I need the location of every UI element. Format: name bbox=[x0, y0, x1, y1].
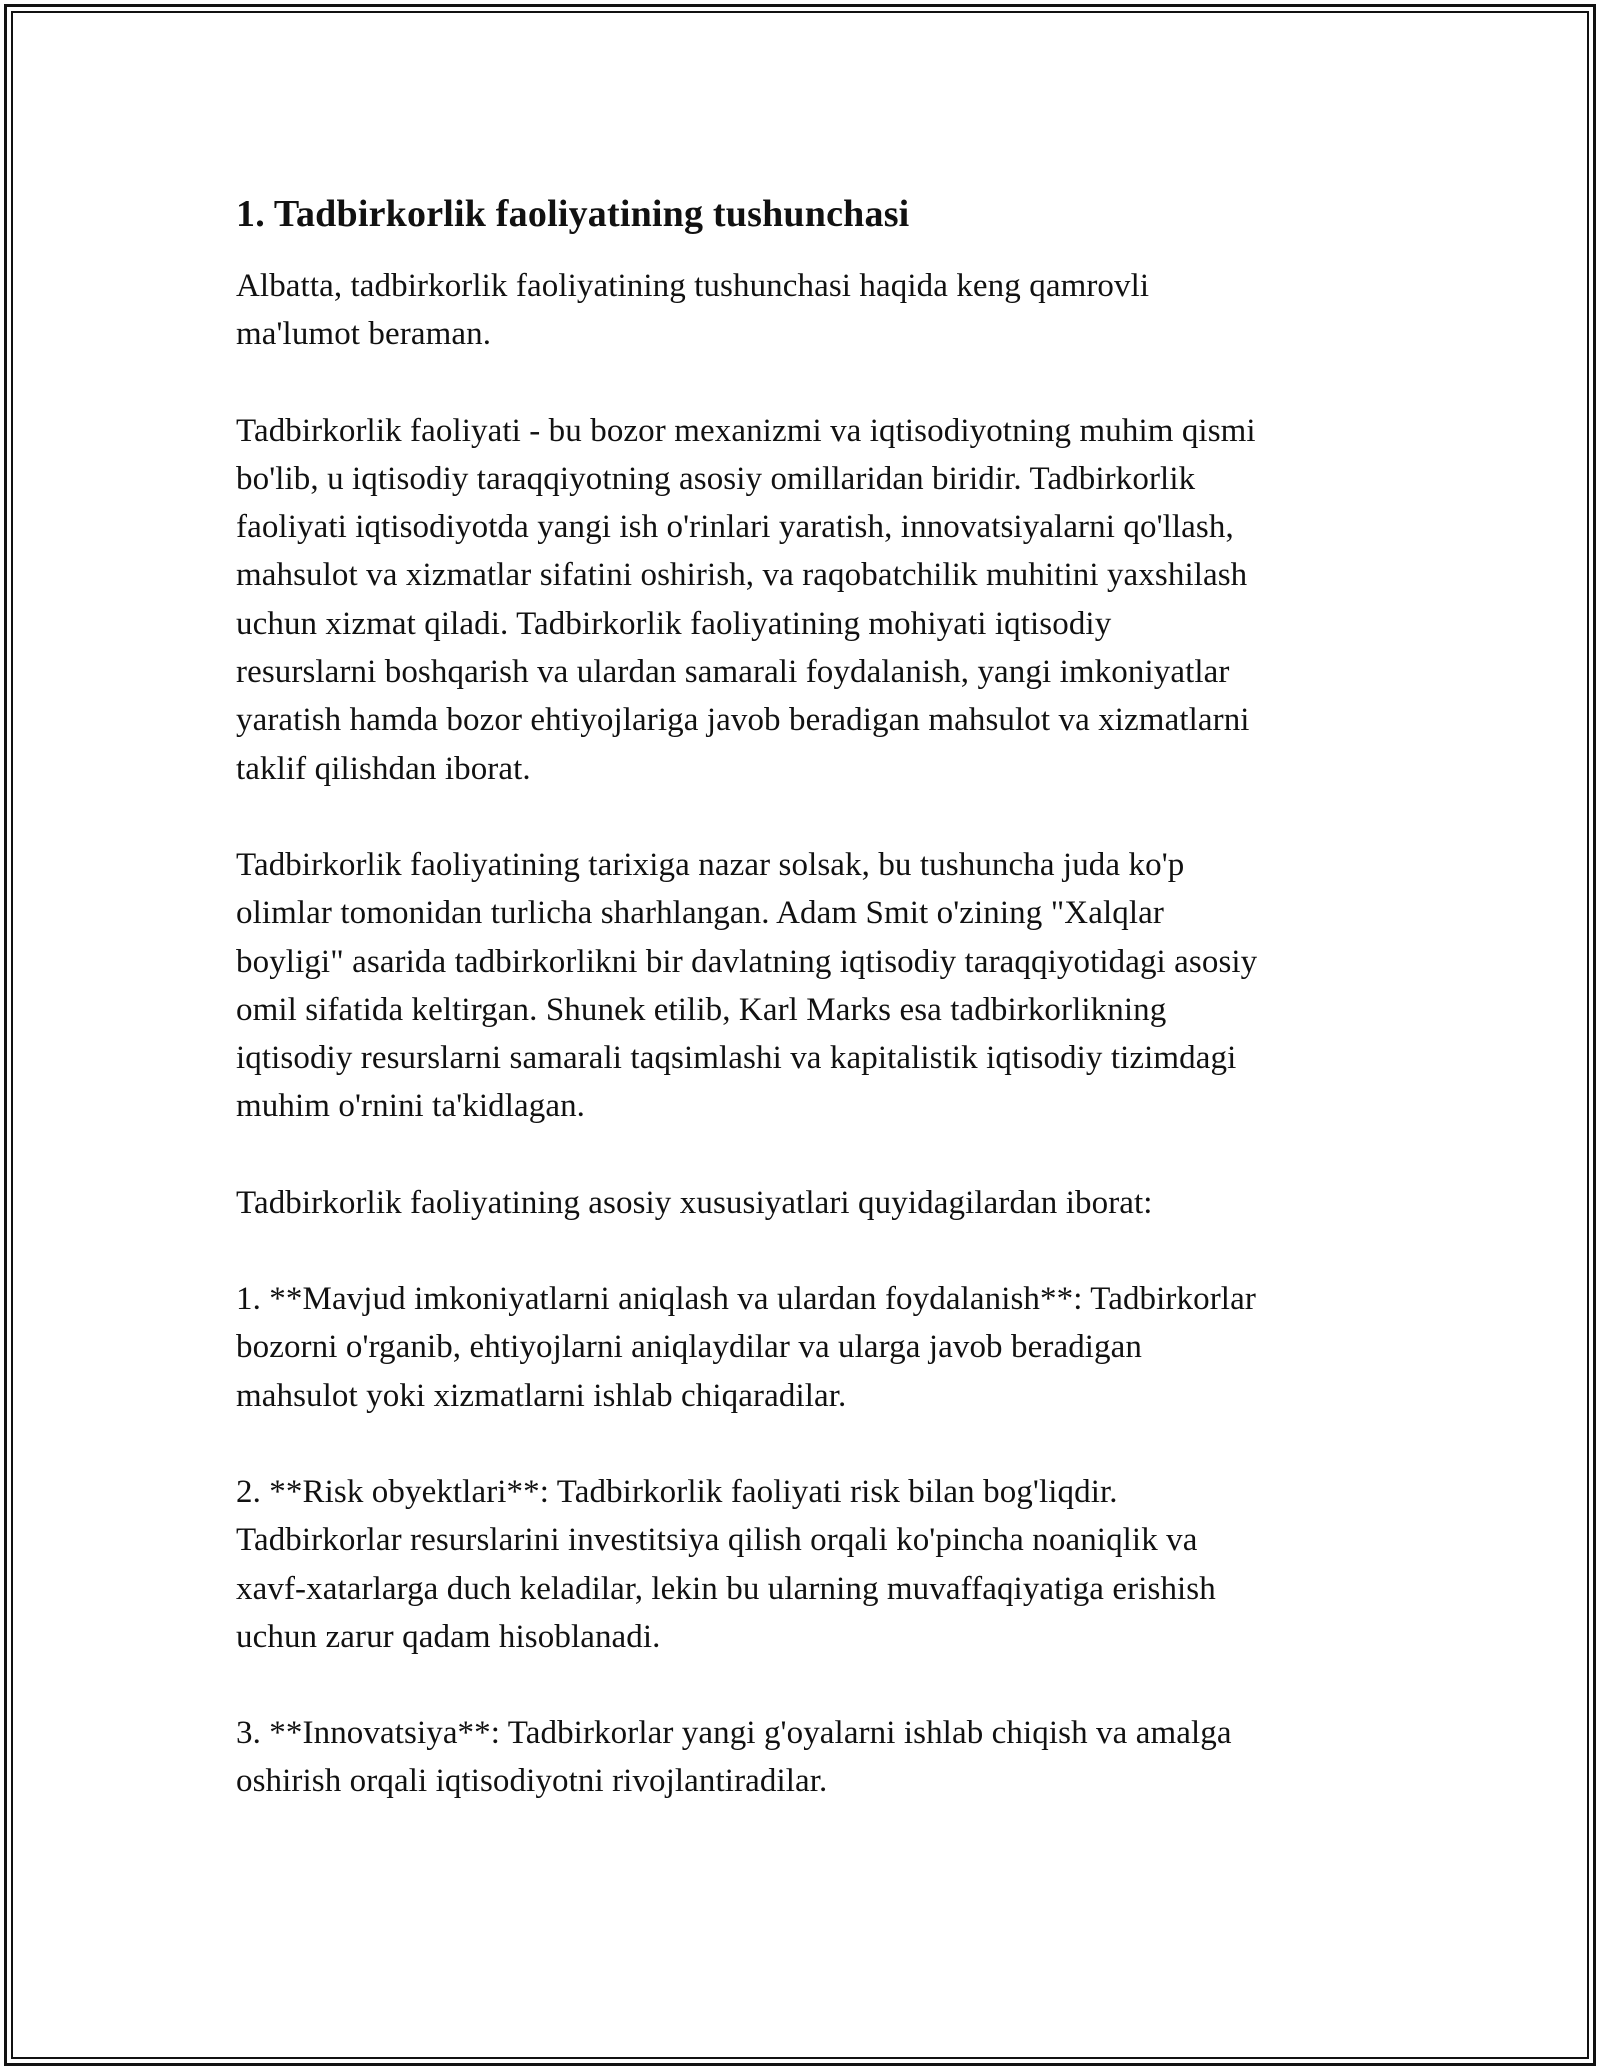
document-body bbox=[236, 186, 1381, 1854]
features-intro-paragraph: Tadbirkorlik faoliyatining asosiy xususiyatlari quyidagilardan iborat: bbox=[236, 1184, 1153, 1221]
intro-paragraph: Albatta, tadbirkorlik faoliyatining tushunchasi haqida keng qamrovli ma'lumot beraman. bbox=[236, 268, 1150, 353]
document-title: 1. Tadbirkorlik faoliyatining tushunchasi bbox=[236, 193, 910, 235]
feature-item-1: 1. **Mavjud imkoniyatlarni aniqlash va ulardan foydalanish**: Tadbirkorlar bozorni o'rganib, ehtiyojlarni aniqlaydilar va ularga javob beradigan mahsulot yoki xizmatlarni ishlab chiqaradilar. bbox=[236, 1281, 1256, 1414]
feature-item-3: 3. **Innovatsiya**: Tadbirkorlar yangi g'oyalarni ishlab chiqish va amalga oshirish orqali iqtisodiyotni rivojlantiradilar. bbox=[236, 1715, 1232, 1800]
history-paragraph: Tadbirkorlik faoliyatining tarixiga nazar solsak, bu tushuncha juda ko'p olimlar tomonidan turlicha sharhlangan. Adam Smit o'zining "Xalqlar boyligi" asarida tadbirkorlikni bir davlatning iqtisodiy taraqqiyotidagi asosiy omil sifatida keltirgan. Shunek etilib, Karl Marks esa tadbirkorlikning iqtisodiy resurslarni samarali taqsimlashi va kapitalistik iqtisodiy tizimdagi muhim o'rnini ta'kidlagan. bbox=[236, 846, 1258, 1125]
feature-item-2: 2. **Risk obyektlari**: Tadbirkorlik faoliyati risk bilan bog'liqdir. Tadbirkorlar resurslarini investitsiya qilish orqali ko'pincha noaniqlik va xavf-xatarlarga duch keladilar, lekin bu ularning muvaffaqiyatiga erishish uchun zarur qadam hisoblanadi. bbox=[236, 1473, 1216, 1655]
definition-paragraph: Tadbirkorlik faoliyati - bu bozor mexanizmi va iqtisodiyotning muhim qismi bo'lib, u iqtisodiy taraqqiyotning asosiy omillaridan biridir. Tadbirkorlik faoliyati iqtisodiyotda yangi ish o'rinlari yaratish, innovatsiyalarni qo'llash, mahsulot va xizmatlar sifatini oshirish, va raqobatchilik muhitini yaxshilash uchun xizmat qiladi. Tadbirkorlik faoliyatining mohiyati iqtisodiy resurslarni boshqarish va ulardan samarali foydalanish, yangi imkoniyatlar yaratish hamda bozor ehtiyojlariga javob beradigan mahsulot va xizmatlarni taklif qilishdan iborat. bbox=[236, 412, 1256, 787]
